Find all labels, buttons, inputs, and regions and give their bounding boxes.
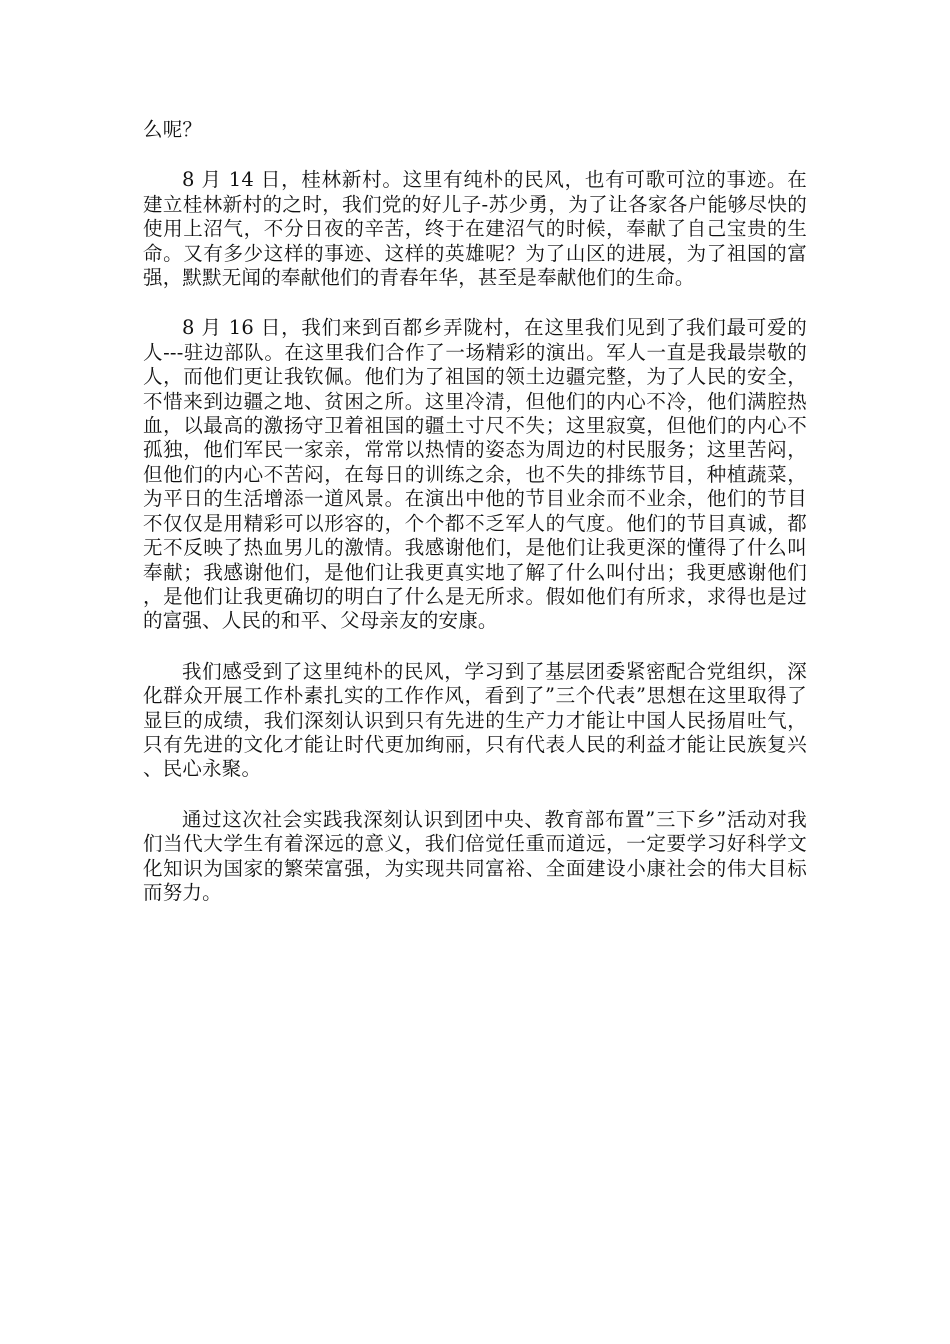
paragraph-gap bbox=[143, 634, 807, 660]
paragraph-aug-16: 8 月 16 日，我们来到百都乡弄陇村，在这里我们见到了我们最可爱的人---驻边部队。在这里我们合作了一场精彩的演出。军人一直是我最崇敬的人，而他们更让我钦佩。他们为了祖国的领土边疆完整，为了人民的安全，不惜来到边疆之地、贫困之所。这里冷清，但他们的内心不冷，他们满腔热血，以最高的激扬守卫着祖国的疆土寸尺不失；这里寂寞，但他们的内心不孤独，他们军民一家亲，常常以热情的姿态为周边的村民服务；这里苦闷，但他们的内心不苦闷，在每日的训练之余，也不失的排练节目，种植蔬菜，为平日的生活增添一道风景。在演出中他的节目业余而不业余，他们的节目不仅仅是用精彩可以形容的，个个都不乏军人的气度。他们的节目真诚，都无不反映了热血男儿的激情。我感谢他们，是他们让我更深的懂得了什么叫奉献；我感谢他们，是他们让我更真实地了解了什么叫付出；我更感谢他们，是他们让我更确切的明白了什么是无所求。假如他们有所求，求得也是过的富强、人民的和平、父母亲友的安康。 bbox=[143, 316, 807, 633]
document-body bbox=[143, 118, 807, 905]
paragraph-conclusion: 通过这次社会实践我深刻认识到团中央、教育部布置”三下乡”活动对我们当代大学生有着深远的意义，我们倍觉任重而道远，一定要学习好科学文化知识为国家的繁荣富强，为实现共同富裕、全面建设小康社会的伟大目标而努力。 bbox=[143, 807, 807, 904]
paragraph-gap bbox=[143, 290, 807, 316]
paragraph-continuation: 么呢？ bbox=[143, 118, 203, 141]
paragraph-gap bbox=[143, 782, 807, 808]
paragraph-gap bbox=[143, 142, 807, 168]
paragraph-aug-14: 8 月 14 日，桂林新村。这里有纯朴的民风，也有可歌可泣的事迹。在建立桂林新村的之时，我们党的好儿子-苏少勇，为了让各家各户能够尽快的使用上沼气，不分日夜的辛苦，终于在建沼气的时候，奉献了自己宝贵的生命。又有多少这样的事迹、这样的英雄呢？为了山区的进展，为了祖国的富强，默默无闻的奉献他们的青春年华，甚至是奉献他们的生命。 bbox=[143, 168, 807, 290]
paragraph-reflection: 我们感受到了这里纯朴的民风，学习到了基层团委紧密配合党组织，深化群众开展工作朴素扎实的工作作风，看到了”三个代表”思想在这里取得了显巨的成绩，我们深刻认识到只有先进的生产力才能让中国人民扬眉吐气，只有先进的文化才能让时代更加绚丽，只有代表人民的利益才能让民族复兴、民心永聚。 bbox=[143, 659, 807, 781]
